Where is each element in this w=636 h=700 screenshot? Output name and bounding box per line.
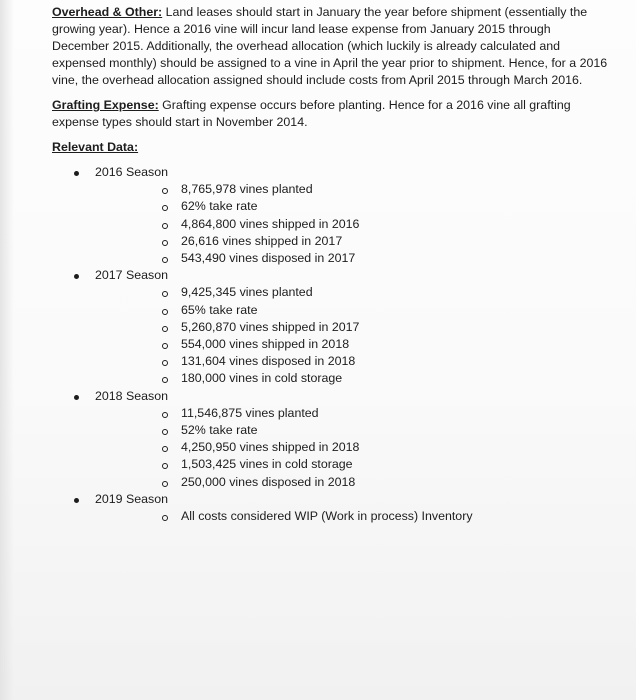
hollow-bullet-icon: [162, 412, 168, 418]
detail-item: [95, 336, 608, 353]
relevant-data-heading: Relevant Data:: [52, 140, 139, 154]
hollow-bullet-icon: [162, 240, 168, 246]
detail-text: 554,000 vines shipped in 2018: [181, 337, 350, 352]
detail-text: 52% take rate: [181, 423, 258, 438]
hollow-bullet-icon: [162, 205, 168, 211]
hollow-bullet-icon: [162, 360, 168, 366]
detail-item: [95, 198, 608, 215]
detail-text: 4,250,950 vines shipped in 2018: [181, 440, 360, 455]
overhead-paragraph: [52, 4, 608, 89]
detail-text: 65% take rate: [181, 302, 258, 317]
season-details: [95, 405, 608, 491]
hollow-bullet-icon: [162, 188, 168, 194]
season-2017: [52, 267, 608, 387]
season-2019: [52, 491, 608, 525]
overhead-heading: Overhead & Other:: [52, 5, 163, 19]
hollow-bullet-icon: [162, 515, 168, 521]
season-2016: [52, 164, 608, 267]
detail-item: [95, 353, 608, 370]
detail-item: [95, 405, 608, 422]
hollow-bullet-icon: [162, 257, 168, 263]
hollow-bullet-icon: [162, 463, 168, 469]
detail-text: 11,546,875 vines planted: [181, 405, 319, 420]
bullet-icon: [74, 171, 79, 176]
hollow-bullet-icon: [162, 429, 168, 435]
hollow-bullet-icon: [162, 223, 168, 229]
hollow-bullet-icon: [162, 481, 168, 487]
detail-text: 250,000 vines disposed in 2018: [181, 474, 356, 489]
overhead-text: Land leases should start in January the year before shipment (essentially the growing year). Hence a 2016 vine will incur land lease expense from January 2015 through December 2015. Additionally, the overhead allocation (which luckily is already calculated and expensed monthly) should be assigned to a vine in April the year prior to shipment. Hence, for a 2016 vine, the overhead allocation assigned should include costs from April 2015 through March 2016.: [52, 5, 608, 87]
detail-item: [95, 474, 608, 491]
detail-item: [95, 216, 608, 233]
grafting-heading: Grafting Expense:: [52, 98, 159, 112]
detail-text: All costs considered WIP (Work in process) Inventory: [181, 509, 473, 524]
detail-item: [95, 456, 608, 473]
bullet-icon: [74, 498, 79, 503]
detail-item: [95, 284, 608, 301]
season-label: 2018 Season: [95, 388, 169, 403]
document-content: [52, 4, 608, 525]
seasons-list: [52, 164, 608, 525]
detail-text: 131,604 vines disposed in 2018: [181, 354, 356, 369]
page-edge-shadow: [0, 0, 14, 700]
hollow-bullet-icon: [162, 446, 168, 452]
detail-item: [95, 302, 608, 319]
detail-text: 62% take rate: [181, 199, 258, 214]
season-details: [95, 284, 608, 387]
detail-text: 180,000 vines in cold storage: [181, 371, 343, 386]
grafting-text: Grafting expense occurs before planting. Hence for a 2016 vine all grafting expense types should start in November 2014.: [52, 98, 571, 129]
hollow-bullet-icon: [162, 291, 168, 297]
season-label: 2017 Season: [95, 268, 169, 283]
detail-item: [95, 319, 608, 336]
hollow-bullet-icon: [162, 309, 168, 315]
season-details: [95, 181, 608, 267]
season-2018: [52, 388, 608, 491]
hollow-bullet-icon: [162, 377, 168, 383]
detail-item: [95, 508, 608, 525]
detail-text: 4,864,800 vines shipped in 2016: [181, 216, 360, 231]
detail-item: [95, 422, 608, 439]
detail-text: 26,616 vines shipped in 2017: [181, 233, 343, 248]
detail-text: 8,765,978 vines planted: [181, 182, 313, 197]
season-label: 2019 Season: [95, 491, 169, 506]
hollow-bullet-icon: [162, 326, 168, 332]
season-label: 2016 Season: [95, 165, 169, 179]
detail-text: 543,490 vines disposed in 2017: [181, 251, 356, 266]
season-details: [95, 508, 608, 525]
hollow-bullet-icon: [162, 343, 168, 349]
bullet-icon: [74, 395, 79, 400]
bullet-icon: [74, 274, 79, 279]
detail-item: [95, 439, 608, 456]
detail-text: 5,260,870 vines shipped in 2017: [181, 319, 360, 334]
detail-item: [95, 233, 608, 250]
detail-item: [95, 370, 608, 387]
detail-text: 1,503,425 vines in cold storage: [181, 457, 353, 472]
grafting-paragraph: [52, 97, 608, 131]
detail-text: 9,425,345 vines planted: [181, 285, 313, 300]
detail-item: [95, 181, 608, 198]
detail-item: [95, 250, 608, 267]
